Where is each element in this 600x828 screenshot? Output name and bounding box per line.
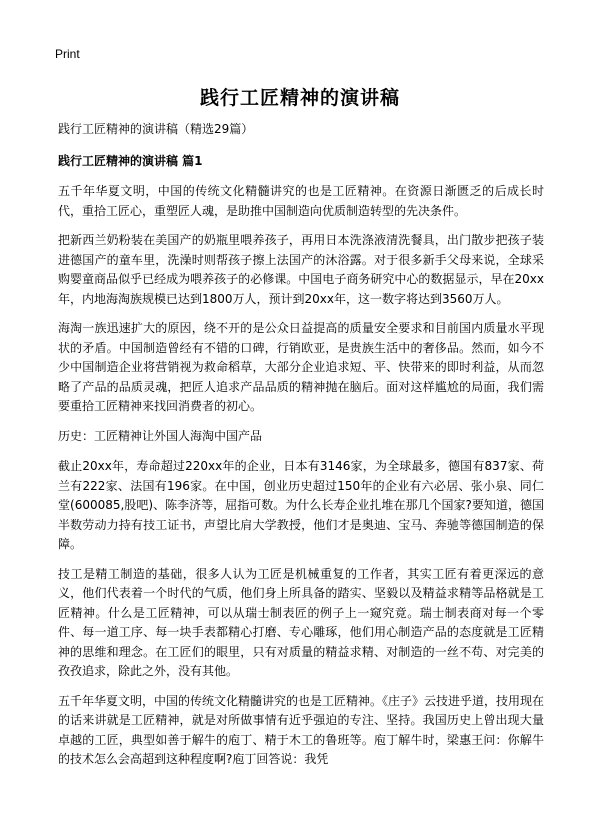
paragraph: 把新西兰奶粉装在美国产的奶瓶里喂养孩子，再用日本洗涤液清洗餐具，出门散步把孩子装进德国产的童车里，洗澡时则帮孩子擦上法国产的沐浴露。对于很多新手父母来说，全球采购婴童商品似乎已经成为喂养孩子的必修课。中国电子商务研究中心的数据显示，早在20xx年，内地海淘族规模已达到1800万人，预计到20xx年，这一数字将达到3560万人。 <box>58 233 544 306</box>
page-title: 践行工匠精神的演讲稿 <box>199 87 400 109</box>
document-subtitle: 践行工匠精神的演讲稿（精选29篇） <box>58 122 254 136</box>
paragraph: 截止20xx年，寿命超过220xx年的企业，日本有3146家，为全球最多，德国有837家、荷兰有222家、法国有196家。在中国，创业历史超过150年的企业有六必居、张小泉、同仁堂(600085,股吧)、陈李济等，屈指可数。为什么长寿企业扎堆在那几个国家?要知道，德国半数劳动力持有技工证书，声望比肩大学教授，他们才是奥迪、宝马、奔驰等德国制造的保障。 <box>58 459 544 551</box>
article-body <box>58 182 544 780</box>
paragraph: 五千年华夏文明，中国的传统文化精髓讲究的也是工匠精神。在资源日渐匮乏的后成长时代，重拾工匠心，重塑匠人魂，是助推中国制造向优质制造转型的先决条件。 <box>58 184 544 218</box>
paragraph: 五千年华夏文明，中国的传统文化精髓讲究的也是工匠精神。《庄子》云技进乎道，技用现在的话来讲就是工匠精神，就是对所做事情有近乎强迫的专注、坚持。我国历史上曾出现大量卓越的工匠，典型如善于解牛的庖丁、精于木工的鲁班等。庖丁解牛时，梁惠王问：你解牛的技术怎么会高超到这种程度啊?庖丁回答说：我凭 <box>58 693 545 766</box>
paragraph: 技工是精工制造的基础，很多人认为工匠是机械重复的工作者，其实工匠有着更深远的意义，他们代表着一个时代的气质，他们身上所具备的踏实、坚毅以及精益求精等品格就是工匠精神。什么是工匠精神，可以从瑞士制表匠的例子上一窥究竟。瑞士制表商对每一个零件、每一道工序、每一块手表都精心打磨、专心雕琢，他们用心制造产品的态度就是工匠精神的思维和理念。在工匠们的眼里，只有对质量的精益求精、对制造的一丝不苟、对完美的孜孜追求，除此之外，没有其他。 <box>58 566 544 678</box>
section-heading: 践行工匠精神的演讲稿 篇1 <box>58 154 203 168</box>
print-link[interactable]: Print <box>55 47 80 61</box>
paragraph: 海淘一族迅速扩大的原因，绕不开的是公众日益提高的质量安全要求和目前国内质量水平现状的矛盾。中国制造曾经有不错的口碑，行销欧亚，是贵族生活中的奢侈品。然而，如今不少中国制造企业将营销视为救命稻草，大部分企业追求短、平、快带来的即时利益，从而忽略了产品的品质灵魂，把匠人追求产品品质的精神抛在脑后。面对这样尴尬的局面，我们需要重拾工匠精神来找回消费者的初心。 <box>58 321 544 413</box>
paragraph-subheading: 历史：工匠精神让外国人海淘中国产品 <box>58 428 263 443</box>
